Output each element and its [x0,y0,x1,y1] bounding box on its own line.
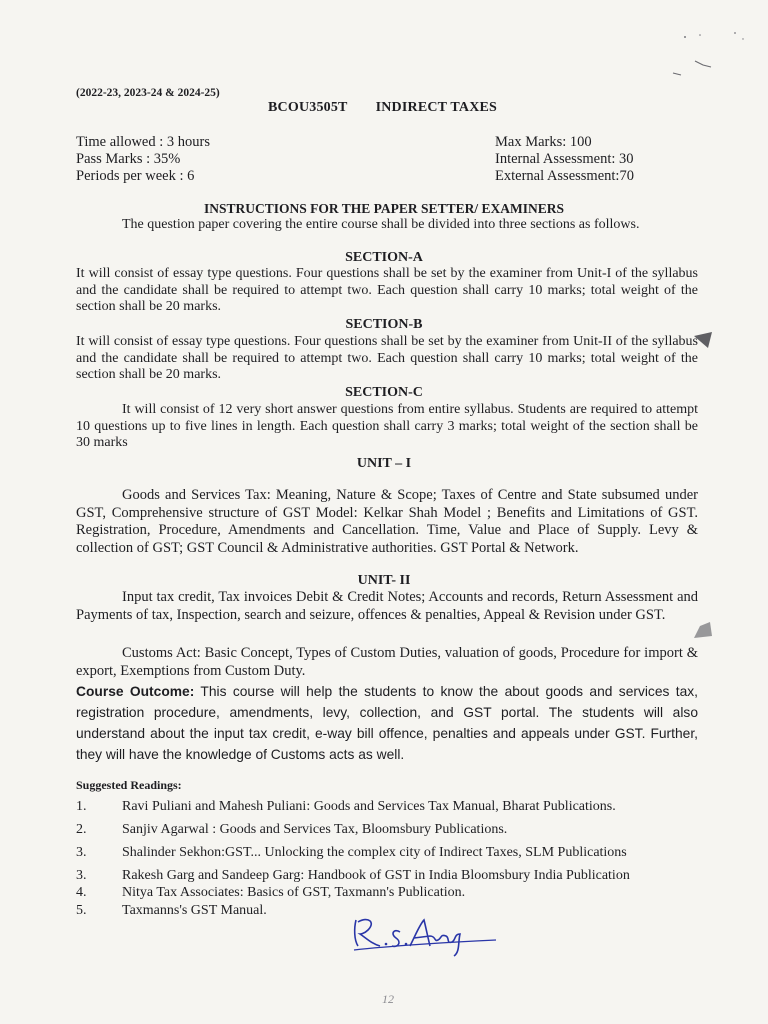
reading-text: Ravi Puliani and Mahesh Puliani: Goods and Services Tax Manual, Bharat Publications. [122,799,616,814]
exam-info-left [76,134,210,185]
reading-item [76,822,507,838]
academic-years: (2022-23, 2023-24 & 2024-25) [76,87,220,99]
unit-1-text: Goods and Services Tax: Meaning, Nature & Scope; Taxes of Centre and State subsumed under GST, Comprehensive structure of GST Model: Kelkar Shah Model ; Benefits and Limitations of GST. Registration, Procedure, Amendments and Cancellation. Time, Value and Place of Supply. Levy & collection of GST; GST Council & Administrative authorities. GST Portal & Network. [76,487,698,556]
scan-speck-icon [655,25,755,95]
reading-number: 1. [76,799,87,814]
unit-2-text-1: Input tax credit, Tax invoices Debit & Credit Notes; Accounts and records, Return Assessment and Payments of tax, Inspection, search and seizure, offences & penalties, Appeal & Revision under GST. [76,589,698,623]
reading-number: 5. [76,903,87,918]
course-outcome-label: Course Outcome: [76,684,195,699]
reading-text: Nitya Tax Associates: Basics of GST, Taxmann's Publication. [122,885,466,900]
exam-info-right [495,134,634,185]
external-assessment: External Assessment:70 [495,168,634,184]
section-b-heading: SECTION-B [345,317,423,332]
course-code: BCOU3505T [268,100,348,115]
time-allowed: Time allowed : 3 hours [76,134,210,150]
reading-number: 2. [76,822,87,837]
pass-marks: Pass Marks : 35% [76,151,181,167]
reading-number: 3. [76,845,87,860]
internal-assessment: Internal Assessment: 30 [495,151,634,167]
reading-item [76,799,616,815]
instructions-heading: INSTRUCTIONS FOR THE PAPER SETTER/ EXAMINERS [204,201,564,216]
instructions-text: The question paper covering the entire course shall be divided into three sections as follows. [122,217,640,232]
course-title-line [268,100,497,116]
unit-1-heading: UNIT – I [356,456,412,471]
course-title: INDIRECT TAXES [375,100,498,115]
reading-text: Rakesh Garg and Sandeep Garg: Handbook of GST in India Bloomsbury India Publication [122,868,630,883]
scan-smudge-icon [692,330,718,352]
section-a-text: It will consist of essay type questions. Four questions shall be set by the examiner from Unit-I of the syllabus and the candidate shall be required to attempt two. Each question shall carry 10 marks; total weight of the section shall be 20 marks. [76,266,698,314]
scan-smudge-icon [690,618,718,642]
course-outcome [76,681,698,765]
reading-item [76,845,627,861]
unit-2-heading: UNIT- II [357,573,411,588]
page-number: 12 [382,992,394,1006]
reading-text: Taxmanns's GST Manual. [122,903,267,918]
reading-item [76,903,267,919]
section-c-heading: SECTION-C [345,385,423,400]
section-b-text: It will consist of essay type questions. Four questions shall be set by the examiner from Unit-II of the syllabus and the candidate shall be required to attempt two. Each question shall carry 10 marks; total weight of the section shall be 20 marks. [76,334,698,382]
periods-per-week: Periods per week : 6 [76,168,195,184]
max-marks: Max Marks: 100 [495,134,592,150]
course-outcome-text: This course will help the students to know the about goods and services tax, registration procedure, amendments, levy, collection, and GST portal. The students will also understand about the input tax credit, e-way bill offence, penalties and appeals under GST. Further, they will have the knowledge of Customs acts as well. [76,684,699,762]
reading-number: 4. [76,885,87,900]
unit-2-text-2: Customs Act: Basic Concept, Types of Custom Duties, valuation of goods, Procedure for import & export, Exemptions from Custom Duty. [76,645,698,679]
section-a-heading: SECTION-A [345,250,423,265]
suggested-readings-heading: Suggested Readings: [76,778,182,792]
reading-number: 3. [76,868,87,883]
section-c-text: It will consist of 12 very short answer questions from entire syllabus. Students are required to attempt 10 questions up to five lines in length. Each question shall carry 3 marks; total weight of the section shall be 30 marks [76,402,698,450]
reading-text: Sanjiv Agarwal : Goods and Services Tax, Bloomsbury Publications. [122,822,508,837]
reading-item [76,868,630,884]
reading-text: Shalinder Sekhon:GST... Unlocking the complex city of Indirect Taxes, SLM Publications [122,845,627,860]
reading-item [76,885,465,901]
handwritten-signature [350,910,500,960]
